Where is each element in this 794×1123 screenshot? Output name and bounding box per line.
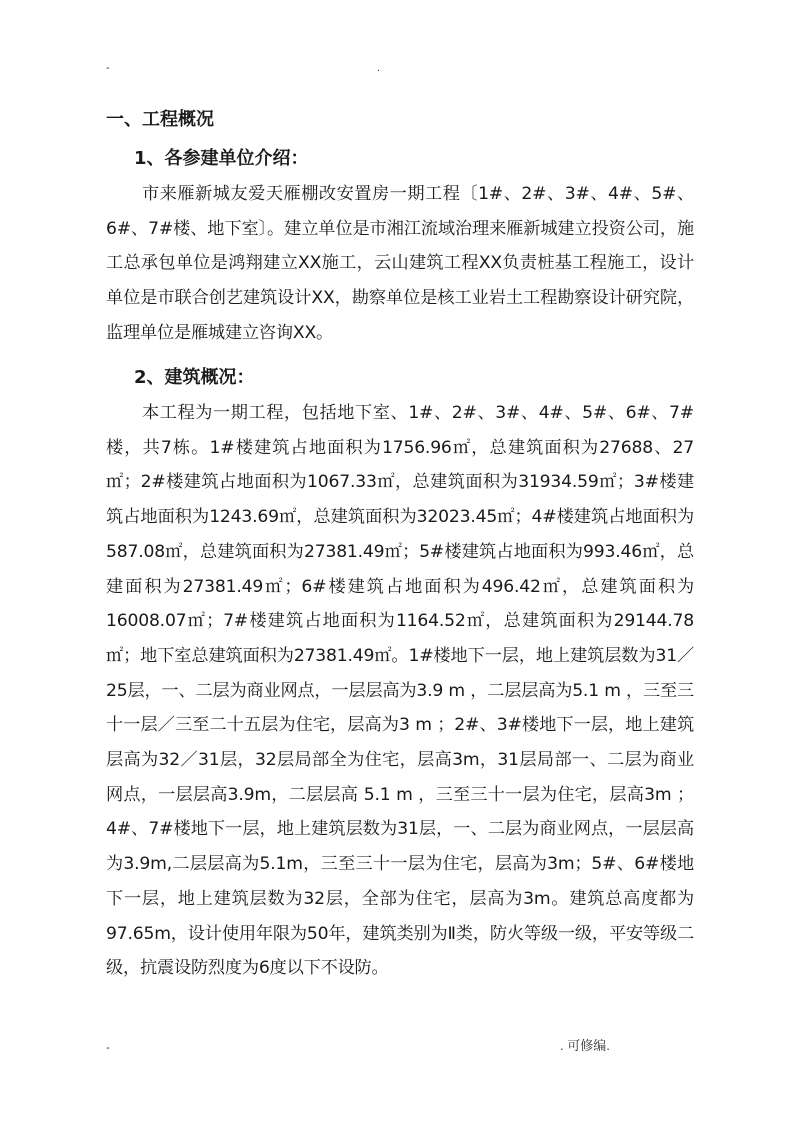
subsection-heading-units: 1、各参建单位介绍：: [134, 148, 309, 169]
paragraph-units: 市来雁新城友爱天雁棚改安置房一期工程〔1#、2#、3#、4#、5#、6#、7#楼、地下室〕。建立单位是市湘江流域治理来雁新城建立投资公司，施工总承包单位是鸿翔建立XX施工，云山建筑工程XX负责桩基工程施工，设计单位是市联合创艺建筑设计XX，勘察单位是核工业岩土工程勘察设计研究院，监理单位是雁城建立咨询XX。: [106, 184, 694, 343]
paragraph-building: 本工程为一期工程，包括地下室、1#、2#、3#、4#、5#、6#、7#楼，共7栋。1#楼建筑占地面积为1756.96㎡，总建筑面积为27688、27㎡；2#楼建筑占地面积为1067.33㎡，总建筑面积为31934.59㎡；3#楼建筑占地面积为1243.69㎡，总建筑面积为32023.45㎡；4#楼建筑占地面积为587.08㎡，总建筑面积为27381.49㎡；5#楼建筑占地面积为993.46㎡，总建面积为27381.49㎡；6#楼建筑占地面积为496.42㎡，总建筑面积为16008.07㎡；7#楼建筑占地面积为1164.52㎡，总建筑面积为29144.78㎡；地下室总建筑面积为27381.49㎡。1#楼地下一层，地上建筑层数为31／25层，一、二层为商业网点，一层层高为3.9 m ，二层层高为5.1 m ，三至三十一层／三至二十五层为住宅，层高为3 m ；2#、3#楼地下一层，地上建筑层高为32／31层，32层局部全为住宅，层高3m，31层局部一、二层为商业网点，一层层高3.9m，二层层高 5.1 m ，三至三十一层为住宅，层高3m ；4#、7#楼地下一层，地上建筑层数为31层，一、二层为商业网点，一层层高为3.9m,二层层高为5.1m，三至三十一层为住宅，层高为3m；5#、6#楼地下一层，地上建筑层数为32层，全部为住宅，层高为3m。建筑总高度都为97.65m，设计使用年限为50年，建筑类别为Ⅱ类，防火等级一级，平安等级二级，抗震设防烈度为6度以下不设防。: [106, 403, 694, 979]
header-left-mark: -: [106, 62, 110, 74]
subsection-heading-building: 2、建筑概况：: [134, 367, 255, 388]
footer-editable-note: . 可修编.: [560, 1038, 610, 1053]
section-heading: 一、工程概况: [106, 109, 214, 130]
footer-left-mark: -: [106, 1042, 110, 1054]
header-right-mark: .: [377, 62, 381, 74]
